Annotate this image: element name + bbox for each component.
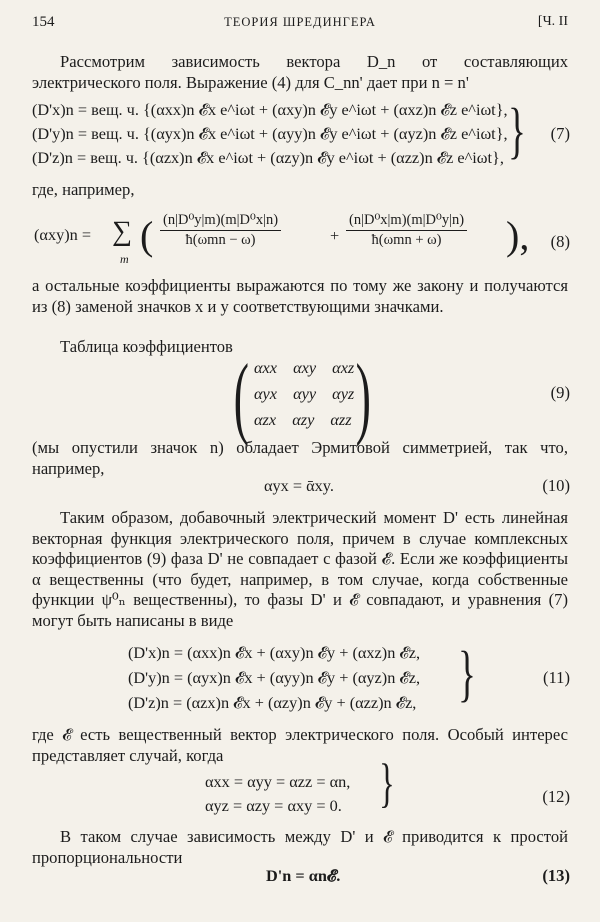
matrix-cell: αyx — [254, 384, 277, 403]
right-brace: } — [507, 97, 526, 165]
matrix-cell: αyy — [293, 384, 317, 403]
page-number: 154 — [32, 14, 55, 30]
matrix-row-1 — [254, 358, 354, 378]
equation-number-10: (10) — [542, 476, 570, 495]
paragraph-2: где, например, — [32, 180, 135, 199]
matrix-cell: αxz — [332, 358, 355, 377]
equation-8-lhs: (αxy)n = — [34, 225, 92, 244]
plus-sign: + — [330, 226, 340, 245]
matrix-cell: αxy — [293, 358, 317, 377]
running-title: ТЕОРИЯ ШРЕДИНГЕРА — [224, 15, 376, 29]
paragraph-8: В таком случае зависимость между D' и 𝓔 приводится к простой пропорциональности — [32, 827, 568, 867]
sum-index: m — [120, 252, 129, 266]
paragraph-7: где 𝓔 есть вещественный вектор электрического поля. Особый интерес представляет случай, когда — [32, 725, 568, 765]
right-brace: } — [457, 640, 476, 708]
matrix-cell: αyz — [332, 384, 355, 403]
equation-13: D'n = αn𝓔. — [266, 866, 341, 885]
equation-11-line-1: (D'x)n = (αxx)n 𝓔x + (αxy)n 𝓔y + (αxz)n 𝓔z, — [128, 643, 421, 662]
equation-number-8: (8) — [550, 232, 570, 251]
paragraph-3: а остальные коэффициенты выражаются по тому же закону и получаются из (8) заменой значков x и y соответствующими значками. — [32, 276, 568, 316]
equation-number-13: (13) — [542, 866, 570, 885]
fraction-2-denominator: ħ(ωmn + ω) — [371, 232, 442, 248]
paragraph-5: (мы опустили значок n) обладает Эрмитовой симметрией, так что, например, — [32, 438, 568, 478]
paragraph-1: Рассмотрим зависимость вектора D_n от составляющих электрического поля. Выражение (4) для C_nn' дает при n = n' — [32, 52, 568, 92]
matrix-cell: αxx — [254, 358, 277, 377]
matrix-cell: αzy — [292, 410, 315, 429]
equation-7-line-1: (D'x)n = вещ. ч. {(αxx)n 𝓔x e^iωt + (αxy)n 𝓔y e^iωt + (αxz)n 𝓔z e^iωt}, — [32, 100, 508, 119]
fraction-1-denominator: ħ(ωmn − ω) — [185, 232, 256, 248]
matrix-cell: αzx — [254, 410, 277, 429]
matrix-right-paren: ) — [355, 345, 371, 447]
equation-11-line-2: (D'y)n = (αyx)n 𝓔x + (αyy)n 𝓔y + (αyz)n 𝓔z, — [128, 668, 421, 687]
equation-10: αyx = ᾱxy. — [264, 476, 334, 495]
equation-number-11: (11) — [542, 668, 570, 687]
fraction-2-numerator: (n|D⁰x|m)(m|D⁰y|n) — [346, 212, 467, 231]
right-brace: } — [379, 753, 395, 813]
left-paren: ( — [140, 213, 154, 258]
matrix-row-2 — [254, 384, 354, 404]
equation-12-line-2: αyz = αzy = αxy = 0. — [205, 796, 342, 815]
fraction-1 — [160, 212, 281, 249]
equation-number-7: (7) — [550, 124, 570, 143]
fraction-2 — [346, 212, 467, 249]
paragraph-6: Таким образом, добавочный электрический момент D' есть линейная векторная функция электрического поля, причем в случае комплексных коэффициентов (9) фаза D' не совпадает с фазой 𝓔. Если же коэффициенты α вещественны (что будет, например, в том случае, когда собственные функции ψ⁰ₙ вещественны), то фазы D' и 𝓔 совпадают, и уравнения (7) могут быть написаны в виде — [32, 508, 568, 630]
sum-sign: ∑ — [112, 216, 132, 247]
equation-number-12: (12) — [542, 787, 570, 806]
matrix-left-paren: ( — [233, 345, 249, 447]
matrix-cell: αzz — [330, 410, 352, 429]
matrix-row-3 — [254, 410, 352, 430]
equation-7-line-3: (D'z)n = вещ. ч. {(αzx)n 𝓔x e^iωt + (αzy)n 𝓔y e^iωt + (αzz)n 𝓔z e^iωt}, — [32, 148, 504, 167]
equation-7-line-2: (D'y)n = вещ. ч. {(αyx)n 𝓔x e^iωt + (αyy)n 𝓔y e^iωt + (αyz)n 𝓔z e^iωt}, — [32, 124, 508, 143]
running-header — [32, 12, 568, 34]
equation-11-line-3: (D'z)n = (αzx)n 𝓔x + (αzy)n 𝓔y + (αzz)n 𝓔z, — [128, 693, 417, 712]
paragraph-4: Таблица коэффициентов — [60, 337, 233, 356]
equation-number-9: (9) — [550, 383, 570, 402]
equation-12-line-1: αxx = αyy = αzz = αn, — [205, 772, 351, 791]
right-paren: ), — [506, 213, 530, 258]
fraction-1-numerator: (n|D⁰y|m)(m|D⁰x|n) — [160, 212, 281, 231]
chapter-label: [Ч. II — [537, 14, 568, 29]
